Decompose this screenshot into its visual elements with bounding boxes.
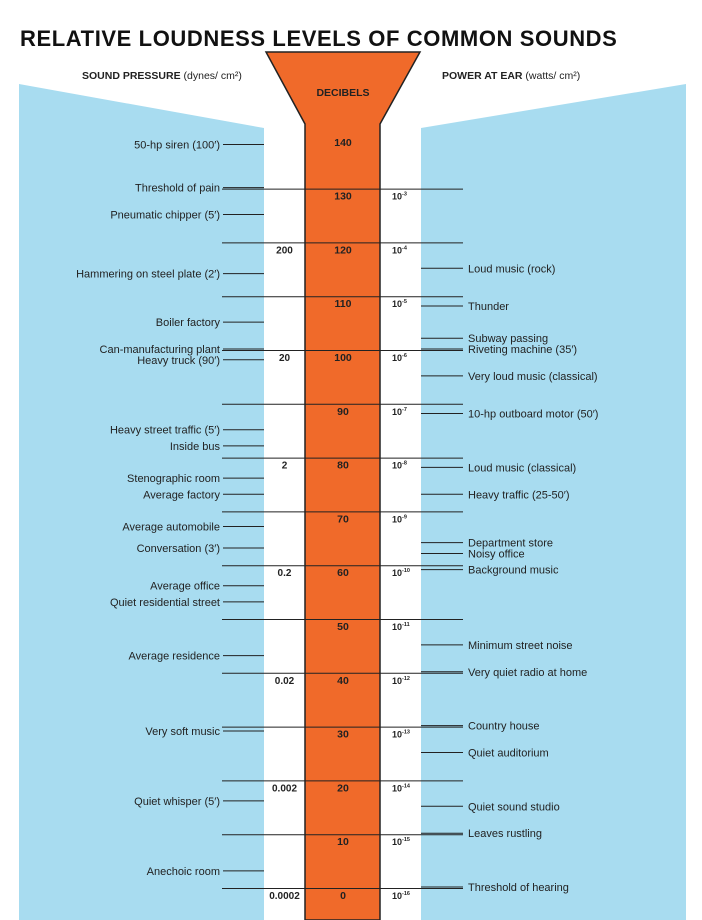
decibel-tick-label: 30 xyxy=(337,728,349,741)
decibel-tick-label: 50 xyxy=(337,621,349,633)
sound-label-right: Country house xyxy=(468,720,540,733)
sound-pressure-value: 2 xyxy=(281,460,288,472)
sound-label-left: Average automobile xyxy=(122,521,220,534)
power-value: $10^{-15}$ xyxy=(392,837,410,848)
power-value: $10^{-5}$ xyxy=(392,299,407,310)
decibel-tick-label: 40 xyxy=(337,674,349,687)
sound-label-right: Very quiet radio at home xyxy=(468,666,588,679)
sound-label-left: Anechoic room xyxy=(146,865,220,878)
sound-label-right: Department store xyxy=(468,537,553,550)
sound-label-left: Average factory xyxy=(143,489,220,502)
decibel-tick-label: 0 xyxy=(340,890,346,902)
power-value: $10^{-14}$ xyxy=(392,783,410,794)
sound-label-right: Loud music (classical) xyxy=(468,462,577,475)
power-at-ear-header: POWER AT EAR (watts/ cm²) xyxy=(442,70,581,82)
decibel-tick-label: 10 xyxy=(337,836,349,849)
decibel-tick-label: 130 xyxy=(334,190,352,203)
sound-label-left: Conversation (3′) xyxy=(136,543,220,556)
sound-label-right: Very loud music (classical) xyxy=(468,370,598,383)
decibel-tick-label: 70 xyxy=(337,513,349,526)
decibel-tick-label: 20 xyxy=(337,782,349,795)
power-value: $10^{-8}$ xyxy=(392,460,407,471)
power-value: $10^{-12}$ xyxy=(392,675,410,686)
sound-pressure-value: 0.2 xyxy=(277,568,292,580)
decibel-tick-label: 100 xyxy=(334,352,352,364)
sound-label-left: Can-manufacturing plant xyxy=(99,344,220,356)
power-value: $10^{-4}$ xyxy=(392,245,407,256)
power-value: $10^{-3}$ xyxy=(392,191,407,202)
power-value: $10^{-9}$ xyxy=(392,514,407,525)
sound-label-left: 50-hp siren (100′) xyxy=(134,139,220,152)
sound-pressure-value: 20 xyxy=(278,353,291,364)
sound-label-left: Average office xyxy=(150,580,220,593)
decibels-header: DECIBELS xyxy=(316,87,370,99)
power-value: $10^{-16}$ xyxy=(392,891,410,901)
sound-label-left: Inside bus xyxy=(169,440,220,453)
sound-label-left: Heavy truck (90′) xyxy=(137,354,220,367)
sound-label-left: Stenographic room xyxy=(127,473,220,486)
sound-label-right: Thunder xyxy=(468,300,509,313)
sound-label-right: Threshold of hearing xyxy=(468,882,569,894)
sound-label-right: Quiet auditorium xyxy=(468,747,549,760)
decibel-tick-label: 90 xyxy=(337,405,349,418)
sound-label-left: Quiet whisper (5′) xyxy=(134,795,220,808)
sound-label-right: Background music xyxy=(468,564,559,577)
decibel-tick-label: 110 xyxy=(334,298,352,311)
sound-label-right: Minimum street noise xyxy=(468,639,573,652)
background-panels xyxy=(19,52,686,920)
sound-label-right: Quiet sound studio xyxy=(468,801,560,814)
power-value: $10^{-10}$ xyxy=(392,568,410,579)
sound-label-right: Heavy traffic (25-50′) xyxy=(468,489,570,502)
sound-label-left: Threshold of pain xyxy=(135,182,220,195)
power-value: $10^{-6}$ xyxy=(392,353,407,363)
power-value: $10^{-11}$ xyxy=(392,622,410,632)
sound-label-left: Average residence xyxy=(128,650,220,663)
sound-label-left: Hammering on steel plate (2′) xyxy=(76,268,220,281)
decibel-tick-label: 60 xyxy=(337,567,349,580)
sound-label-left: Heavy street traffic (5′) xyxy=(109,424,220,437)
decibel-tick-label: 80 xyxy=(337,459,349,472)
sound-label-right: 10-hp outboard motor (50′) xyxy=(468,408,599,421)
decibel-tick-label: 140 xyxy=(334,136,352,149)
sound-pressure-header: SOUND PRESSURE (dynes/ cm²) xyxy=(82,70,242,82)
power-value: $10^{-13}$ xyxy=(392,729,410,740)
sound-label-left: Quiet residential street xyxy=(109,596,220,609)
sound-label-right: Noisy office xyxy=(468,548,525,561)
sound-label-right: Leaves rustling xyxy=(468,828,542,841)
sound-pressure-value: 0.0002 xyxy=(269,891,300,902)
sound-label-right: Subway passing xyxy=(468,333,549,346)
sound-label-left: Pneumatic chipper (5′) xyxy=(110,209,220,222)
sound-pressure-value: 0.02 xyxy=(274,675,295,687)
sound-label-right: Riveting machine (35′) xyxy=(468,344,578,356)
chart-title: RELATIVE LOUDNESS LEVELS OF COMMON SOUNDS xyxy=(20,26,618,51)
sound-label-left: Boiler factory xyxy=(155,317,220,330)
sound-pressure-value: 200 xyxy=(276,245,293,257)
sound-label-left: Very soft music xyxy=(145,725,220,738)
decibel-tick-label: 120 xyxy=(334,244,352,257)
power-value: $10^{-7}$ xyxy=(392,406,407,417)
sound-pressure-value: 0.002 xyxy=(271,783,298,795)
sound-label-right: Loud music (rock) xyxy=(468,263,556,276)
